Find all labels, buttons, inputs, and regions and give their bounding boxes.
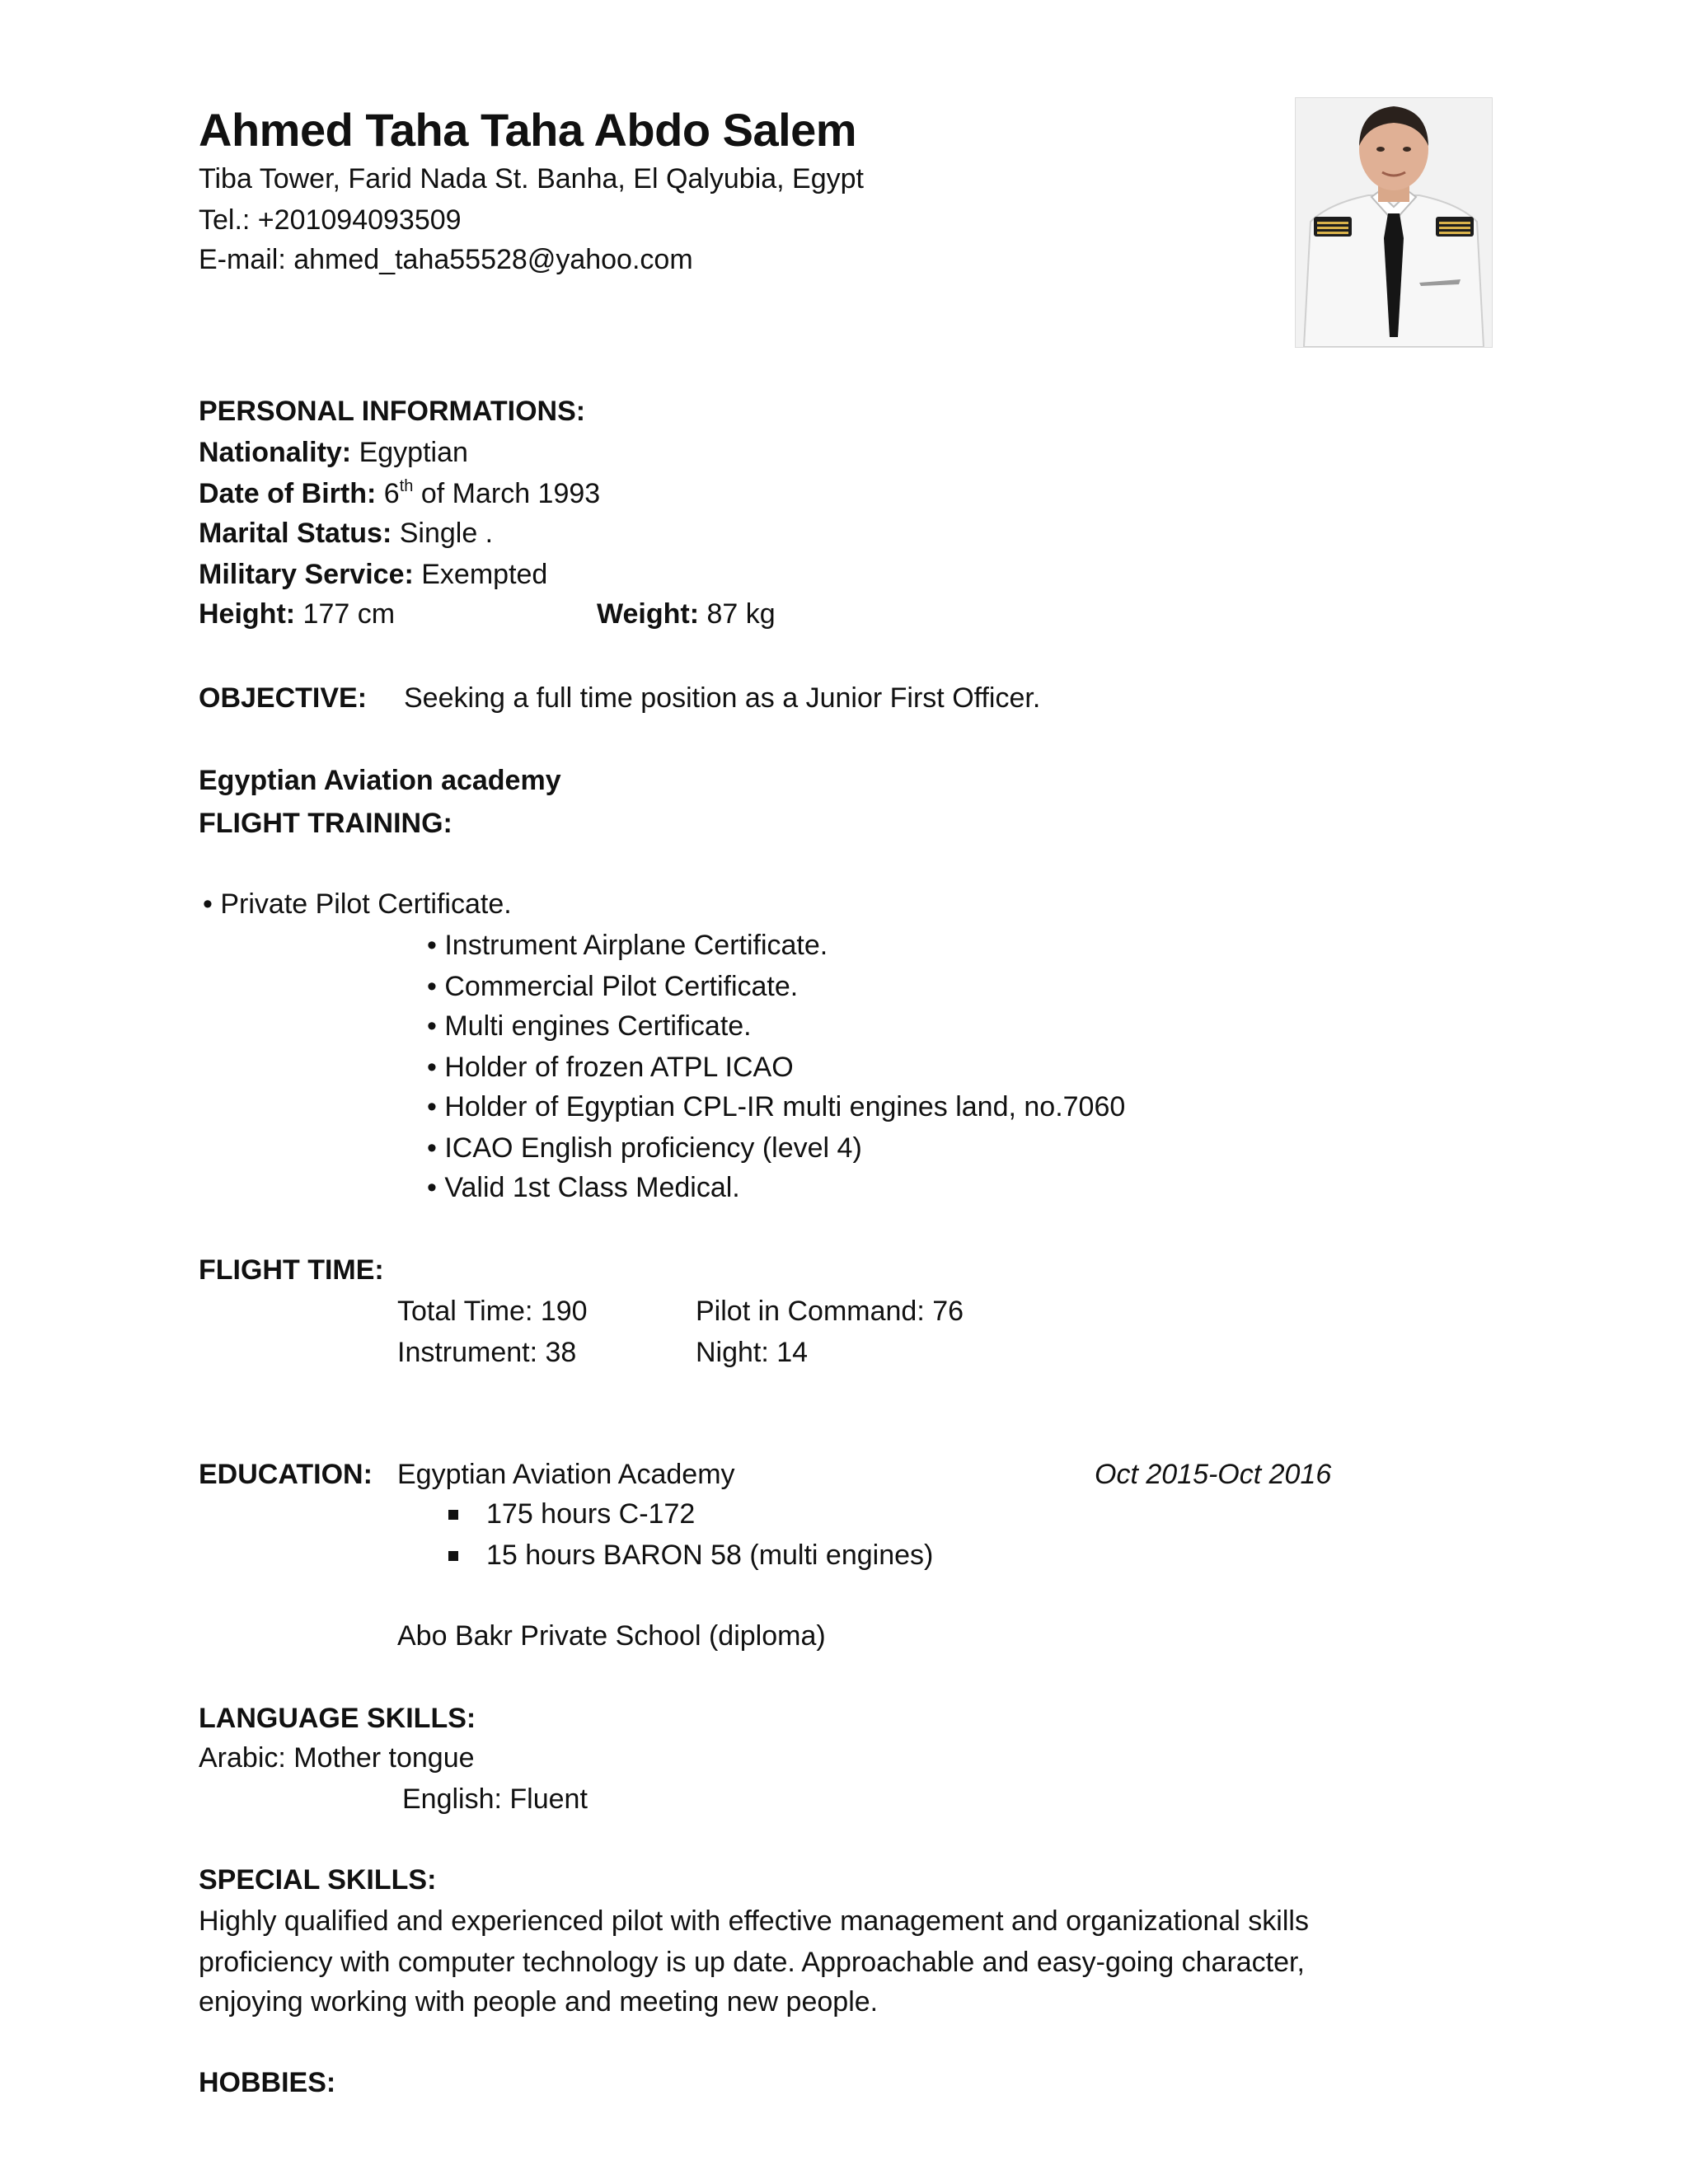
education-item	[448, 1497, 695, 1531]
instrument-time: Instrument: 38	[397, 1337, 577, 1368]
training-item: • Holder of Egyptian CPL-IR multi engines land, no.7060	[427, 1091, 1126, 1122]
personal-heading: PERSONAL INFORMATIONS:	[199, 396, 586, 427]
marital-label: Marital Status:	[199, 518, 392, 549]
dob-day: 6	[383, 478, 400, 509]
flight-time-heading: FLIGHT TIME:	[199, 1254, 384, 1286]
nationality-value: Egyptian	[359, 437, 468, 468]
training-item-private-pilot: • Private Pilot Certificate.	[203, 888, 512, 920]
language-english: English: Fluent	[402, 1783, 588, 1815]
phone: Tel.: +201094093509	[199, 204, 462, 236]
education-dates: Oct 2015-Oct 2016	[1095, 1459, 1332, 1490]
email: E-mail: ahmed_taha55528@yahoo.com	[199, 244, 693, 275]
total-time: Total Time: 190	[397, 1296, 588, 1327]
marital-value: Single .	[399, 518, 494, 549]
special-skills-line: Highly qualified and experienced pilot with effective management and organizational skills	[199, 1905, 1309, 1937]
candidate-name: Ahmed Taha Taha Abdo Salem	[199, 104, 857, 156]
square-bullet-icon	[448, 1510, 458, 1520]
profile-photo	[1295, 97, 1493, 348]
training-item: • Multi engines Certificate.	[427, 1010, 752, 1042]
marital-row	[199, 516, 493, 551]
dob-ordinal: th	[399, 477, 414, 495]
weight-label: Weight:	[597, 598, 700, 630]
objective-label: OBJECTIVE:	[199, 682, 368, 714]
weight-row	[597, 597, 776, 631]
pilot-in-command: Pilot in Command: 76	[696, 1296, 964, 1327]
objective-text: Seeking a full time position as a Junior First Officer.	[404, 682, 1041, 714]
military-row	[199, 557, 547, 592]
language-heading: LANGUAGE SKILLS:	[199, 1703, 476, 1734]
education-item-text: 15 hours BARON 58 (multi engines)	[486, 1540, 934, 1571]
night-time: Night: 14	[696, 1337, 809, 1368]
training-item: • Instrument Airplane Certificate.	[427, 930, 828, 961]
height-row	[199, 597, 395, 631]
dob-label: Date of Birth:	[199, 478, 377, 509]
height-label: Height:	[199, 598, 296, 630]
special-skills-heading: SPECIAL SKILLS:	[199, 1864, 437, 1896]
hobbies-heading: HOBBIES:	[199, 2067, 336, 2098]
special-skills-line: enjoying working with people and meeting new people.	[199, 1986, 879, 2018]
military-label: Military Service:	[199, 559, 414, 590]
nationality-row	[199, 435, 468, 470]
education-diploma: Abo Bakr Private School (diploma)	[397, 1620, 826, 1652]
training-item: • Holder of frozen ATPL ICAO	[427, 1052, 794, 1083]
education-label: EDUCATION:	[199, 1459, 373, 1490]
training-item: • Commercial Pilot Certificate.	[427, 971, 799, 1002]
flight-training-heading: FLIGHT TRAINING:	[199, 808, 452, 839]
education-item	[448, 1538, 933, 1572]
address: Tiba Tower, Farid Nada St. Banha, El Qalyubia, Egypt	[199, 163, 864, 194]
height-value: 177 cm	[302, 598, 396, 630]
education-school: Egyptian Aviation Academy	[397, 1459, 735, 1490]
nationality-label: Nationality:	[199, 437, 352, 468]
dob-row	[199, 476, 600, 511]
dob-rest: of March 1993	[420, 478, 601, 509]
language-arabic: Arabic: Mother tongue	[199, 1742, 475, 1774]
training-item: • ICAO English proficiency (level 4)	[427, 1132, 862, 1164]
training-item: • Valid 1st Class Medical.	[427, 1172, 740, 1203]
weight-value: 87 kg	[706, 598, 776, 630]
academy-name: Egyptian Aviation academy	[199, 765, 561, 796]
square-bullet-icon	[448, 1551, 458, 1561]
education-item-text: 175 hours C-172	[486, 1498, 696, 1530]
military-value: Exempted	[421, 559, 548, 590]
pilot-portrait-icon	[1296, 98, 1492, 347]
special-skills-line: proficiency with computer technology is up date. Approachable and easy-going character,	[199, 1947, 1305, 1978]
